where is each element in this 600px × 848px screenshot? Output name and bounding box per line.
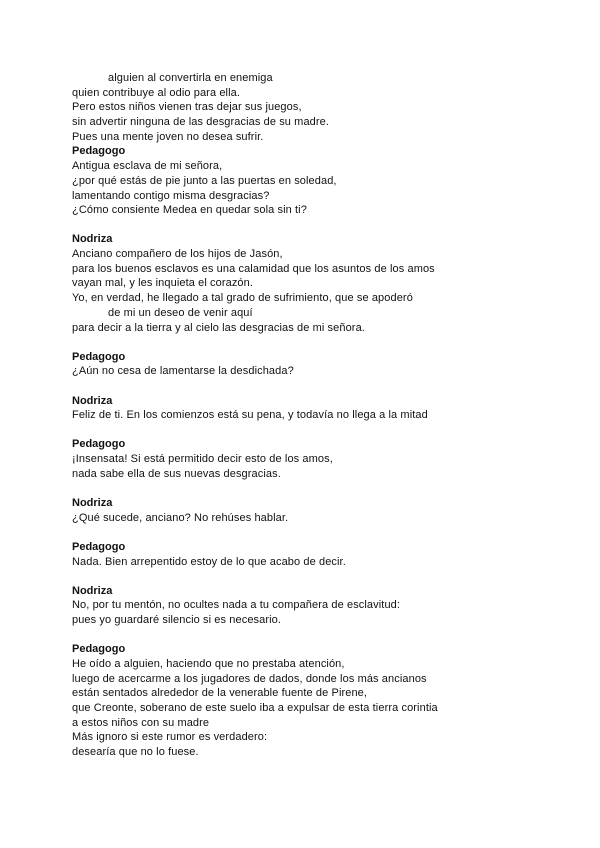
speaker-name: Nodriza — [72, 584, 113, 597]
dialogue — [72, 144, 572, 759]
verse-line: a estos niños con su madre — [72, 716, 210, 729]
speaker-name: Nodriza — [72, 394, 113, 407]
speech-block — [72, 394, 572, 423]
verse-line: ¿Aún no cesa de lamentarse la desdichada? — [72, 365, 294, 378]
speaker-name: Pedagogo — [72, 145, 126, 158]
document-page — [72, 71, 572, 760]
speaker-name: Pedagogo — [72, 643, 126, 656]
speech-block — [72, 437, 572, 481]
verse-line: lamentando contigo misma desgracias? — [72, 189, 270, 202]
speaker-name: Pedagogo — [72, 350, 126, 363]
verse-line: para decir a la tierra y al cielo las desgracias de mi señora. — [72, 321, 365, 334]
verse-line: ¿Qué sucede, anciano? No rehúses hablar. — [72, 511, 289, 524]
speech-block — [72, 496, 572, 525]
verse-line: He oído a alguien, haciendo que no prestaba atención, — [72, 658, 345, 670]
speaker-name: Pedagogo — [72, 540, 126, 553]
verse-line: están sentados alrededor de la venerable fuente de Pirene, — [72, 687, 368, 700]
speech-block — [72, 642, 572, 760]
speaker-name: Nodriza — [72, 233, 113, 246]
verse-line: que Creonte, soberano de este suelo iba a expulsar de esta tierra corintia — [72, 702, 438, 715]
verse-line: Yo, en verdad, he llegado a tal grado de sufrimiento, que se apoderó — [72, 292, 413, 305]
verse-line: ¡Insensata! Si está permitido decir esto de los amos, — [72, 453, 333, 466]
opening-verses — [72, 71, 572, 144]
verse-line: vayan mal, y les inquieta el corazón. — [72, 277, 254, 290]
verse-line: pues yo guardaré silencio si es necesario. — [72, 614, 282, 627]
verse-line: No, por tu mentón, no ocultes nada a tu compañera de esclavitud: — [72, 599, 401, 612]
verse-line: de mi un deseo de venir aquí — [108, 306, 253, 319]
speech-block — [72, 232, 572, 335]
verse-line: ¿por qué estás de pie junto a las puertas en soledad, — [72, 174, 337, 187]
verse-line: ¿Cómo consiente Medea en quedar sola sin ti? — [72, 204, 307, 217]
verse-line: sin advertir ninguna de las desgracias de su madre. — [72, 116, 330, 129]
verse-line: Antigua esclava de mi señora, — [72, 160, 223, 173]
speech-block — [72, 584, 572, 628]
verse-line: Pero estos niños vienen tras dejar sus juegos, — [72, 101, 302, 114]
verse-line: para los buenos esclavos es una calamidad que los asuntos de los amos — [72, 262, 435, 275]
speaker-name: Nodriza — [72, 497, 113, 509]
verse-line: Pues una mente joven no desea sufrir. — [72, 130, 264, 143]
verse-line: luego de acercarme a los jugadores de dados, donde los más ancianos — [72, 672, 427, 685]
verse-line: alguien al convertirla en enemiga — [108, 72, 273, 84]
speech-block — [72, 540, 572, 569]
verse-line: Feliz de ti. En los comienzos está su pena, y todavía no llega a la mitad — [72, 409, 428, 422]
verse-line: desearía que no lo fuese. — [72, 746, 199, 759]
verse-line: Nada. Bien arrepentido estoy de lo que acabo de decir. — [72, 555, 346, 568]
verse-line: Más ignoro si este rumor es verdadero: — [72, 731, 268, 744]
speech-block — [72, 144, 572, 217]
speech-block — [72, 350, 572, 379]
speaker-name: Pedagogo — [72, 438, 126, 451]
verse-line: Anciano compañero de los hijos de Jasón, — [72, 248, 283, 261]
verse-line: nada sabe ella de sus nuevas desgracias. — [72, 467, 281, 480]
verse-line: quien contribuye al odio para ella. — [72, 86, 241, 99]
